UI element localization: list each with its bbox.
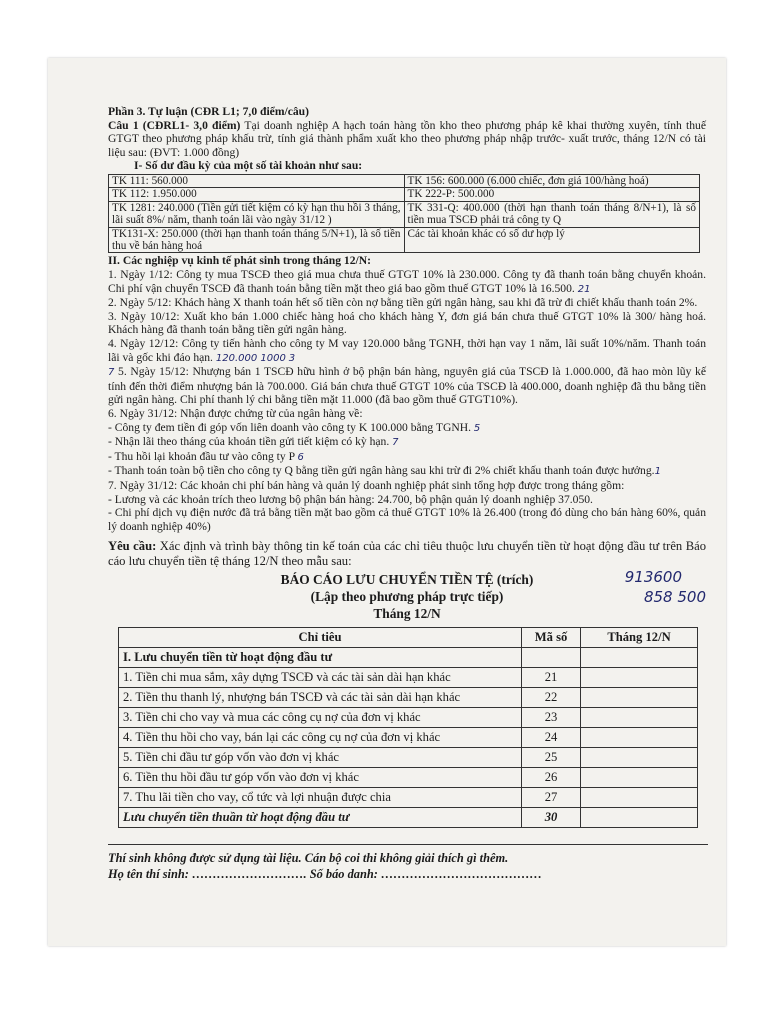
value-cell xyxy=(581,708,698,728)
total-row xyxy=(119,808,698,828)
sub-item-text: - Thu hồi lại khoản đầu tư vào công ty P xyxy=(108,449,295,463)
transaction-item xyxy=(108,337,706,365)
exam-sheet xyxy=(48,58,726,946)
code-cell: 21 xyxy=(522,668,581,688)
balance-cell: TK 156: 600.000 (6.000 chiếc, đơn giá 100/hàng hoá) xyxy=(404,174,700,187)
table-row xyxy=(109,227,700,253)
transaction-item: 3. Ngày 10/12: Xuất kho bán 1.000 chiếc hàng hoá cho khách hàng Y, đơn giá bán chưa thuế GTGT 10% là 300/ hàng hoá. Khách hàng đã thanh toán bằng tiền gửi ngân hàng. xyxy=(108,309,706,337)
table-header-row xyxy=(119,628,698,648)
column-header: Chỉ tiêu xyxy=(119,628,522,648)
table-row xyxy=(109,188,700,201)
value-cell xyxy=(581,688,698,708)
section-1-title: I- Số dư đầu kỳ của một số tài khoản như sau: xyxy=(134,159,363,173)
balance-cell: TK 331-Q: 400.000 (thời hạn thanh toán tháng 8/N+1), là số tiền mua TSCĐ phải trả công ty Q xyxy=(404,201,700,227)
part-title: Phần 3. Tự luận (CĐR L1; 7,0 điểm/câu) xyxy=(108,105,309,118)
handwritten-note: 7 xyxy=(108,367,115,379)
report-subtitle: (Lập theo phương pháp trực tiếp) xyxy=(310,589,504,605)
transaction-item: 2. Ngày 5/12: Khách hàng X thanh toán hết số tiền còn nợ bằng tiền gửi ngân hàng, sau khi đã trừ đi chiết khấu thanh toán 2%. xyxy=(108,296,698,310)
transaction-item: 6. Ngày 31/12: Nhận được chứng từ của ngân hàng về: xyxy=(108,406,363,420)
sub-item xyxy=(108,421,706,436)
report-title: BÁO CÁO LƯU CHUYỂN TIỀN TỆ (trích) xyxy=(280,572,534,588)
question-1 xyxy=(108,119,706,160)
transaction-text: 4. Ngày 12/12: Công ty tiến hành cho công ty M vay 120.000 bằng TGNH, thời hạn vay 1 năm, lãi suất 10%/năm. Thanh toán lãi và gốc khi đáo hạn. xyxy=(108,336,706,364)
transaction-item xyxy=(108,365,706,407)
divider xyxy=(108,844,708,845)
sub-item xyxy=(108,450,706,465)
table-row xyxy=(119,748,698,768)
cash-flow-table xyxy=(118,627,698,828)
row-label: 3. Tiền chi cho vay và mua các công cụ nợ của đơn vị khác xyxy=(119,708,522,728)
balance-cell: TK131-X: 250.000 (thời hạn thanh toán tháng 5/N+1), là số tiền thu về bán hàng hoá xyxy=(109,227,405,253)
code-cell: 25 xyxy=(522,748,581,768)
exam-content xyxy=(108,62,706,882)
transaction-text: 1. Ngày 1/12: Công ty mua TSCĐ theo giá mua chưa thuế GTGT 10% là 230.000. Công ty đã thanh toán bằng chuyển khoản. Chi phí vận chuyển TSCĐ đã thanh toán bằng tiền mặt theo giá bao gồm thuế GTGT 10% là 16.500. xyxy=(108,268,706,295)
code-cell: 23 xyxy=(522,708,581,728)
table-row xyxy=(119,788,698,808)
sub-item-text: - Nhận lãi theo tháng của khoản tiền gửi tiết kiệm có kỳ hạn. xyxy=(108,435,390,449)
transaction-item: 7. Ngày 31/12: Các khoản chi phí bán hàng và quản lý doanh nghiệp phát sinh tổng hợp được trong tháng gồm: xyxy=(108,478,625,492)
handwritten-note: 1 xyxy=(654,466,661,478)
balance-cell: TK 112: 1.950.000 xyxy=(109,188,405,201)
handwritten-note: 7 xyxy=(392,437,399,449)
balance-cell: Các tài khoản khác có số dư hợp lý xyxy=(404,227,700,253)
sub-item xyxy=(108,435,706,450)
row-label: 7. Thu lãi tiền cho vay, cổ tức và lợi nhuận được chia xyxy=(119,788,522,808)
code-cell: 24 xyxy=(522,728,581,748)
value-cell xyxy=(581,808,698,828)
column-header: Tháng 12/N xyxy=(581,628,698,648)
requirement-text: Xác định và trình bày thông tin kế toán của các chỉ tiêu thuộc lưu chuyển tiền từ hoạt động đầu tư trên Báo cáo lưu chuyển tiền tệ tháng 12/N theo mẫu sau: xyxy=(108,539,707,569)
sub-item xyxy=(108,464,706,479)
code-cell xyxy=(522,648,581,668)
opening-balances-table xyxy=(108,174,700,253)
section-row-label: I. Lưu chuyển tiền từ hoạt động đầu tư xyxy=(119,648,522,668)
table-row xyxy=(119,668,698,688)
section-2-title: II. Các nghiệp vụ kinh tế phát sinh trong tháng 12/N: xyxy=(108,254,371,268)
table-row xyxy=(109,201,700,227)
transaction-item xyxy=(108,268,706,296)
code-cell: 27 xyxy=(522,788,581,808)
handwritten-note: 21 xyxy=(577,283,591,295)
row-label: 5. Tiền chi đầu tư góp vốn vào đơn vị khác xyxy=(119,748,522,768)
sub-item-text: - Thanh toán toàn bộ tiền cho công ty Q bằng tiền gửi ngân hàng sau khi trừ đi 2% chiết khấu thanh toán được hưởng. xyxy=(108,464,655,478)
balance-cell: TK 222-P: 500.000 xyxy=(404,188,700,201)
balance-cell: TK 111: 560.000 xyxy=(109,174,405,187)
total-row-label: Lưu chuyển tiền thuần từ hoạt động đầu tư xyxy=(119,808,522,828)
table-row xyxy=(119,728,698,748)
column-header: Mã số xyxy=(522,628,581,648)
footer-note: Thí sinh không được sử dụng tài liệu. Cán bộ coi thi không giải thích gì thêm. xyxy=(108,851,509,866)
code-cell: 22 xyxy=(522,688,581,708)
sub-item-text: - Công ty đem tiền đi góp vốn liên doanh vào công ty K 100.000 bằng TGNH. xyxy=(108,420,472,434)
footer-name-line: Họ tên thí sinh: ………………………. Số báo danh: ………………………………… xyxy=(108,867,543,882)
value-cell xyxy=(581,788,698,808)
value-cell xyxy=(581,648,698,668)
sub-item: - Lương và các khoản trích theo lương bộ phận bán hàng: 24.700, bộ phận quản lý doanh nghiệp 37.050. xyxy=(108,492,593,506)
requirement-label: Yêu cầu: xyxy=(108,539,157,554)
row-label: 6. Tiền thu hồi đầu tư góp vốn vào đơn vị khác xyxy=(119,768,522,788)
handwritten-note: 5 xyxy=(473,422,481,434)
value-cell xyxy=(581,748,698,768)
question-1-label: Câu 1 (CĐRL1- 3,0 điểm) xyxy=(108,118,241,132)
transaction-text: 5. Ngày 15/12: Nhượng bán 1 TSCĐ hữu hình ở bộ phận bán hàng, nguyên giá của TSCĐ là 1.000.000, đã hao mòn lũy kế tính đến thời điểm nhượng bán là 700.000. Giá bán chưa thuế GTGT 10% của TSCĐ là 400.000, doanh nghiệp đã thu bằng tiền gửi ngân hàng. Chi phí thanh lý chi bằng tiền mặt 11.000 (đã bao gồm thuế GTGT10%). xyxy=(108,365,706,407)
code-cell: 26 xyxy=(522,768,581,788)
table-row xyxy=(119,688,698,708)
handwritten-note: 120.000 1000 xyxy=(215,352,286,364)
row-label: 4. Tiền thu hồi cho vay, bán lại các công cụ nợ của đơn vị khác xyxy=(119,728,522,748)
row-label: 1. Tiền chi mua sắm, xây dựng TSCĐ và các tài sản dài hạn khác xyxy=(119,668,522,688)
handwritten-total: 913600 xyxy=(624,568,682,587)
report-heading xyxy=(108,568,706,625)
balance-cell: TK 1281: 240.000 (Tiền gửi tiết kiệm có kỳ hạn thu hồi 3 tháng, lãi suất 8%/ năm, thanh toán lãi vào ngày 31/12 ) xyxy=(109,201,405,227)
row-label: 2. Tiền thu thanh lý, nhượng bán TSCĐ và các tài sản dài hạn khác xyxy=(119,688,522,708)
section-row xyxy=(119,648,698,668)
handwritten-note: 3 xyxy=(288,352,296,364)
requirement xyxy=(108,539,706,569)
value-cell xyxy=(581,728,698,748)
handwritten-note: 6 xyxy=(297,451,304,463)
handwritten-total: 858 500 xyxy=(643,588,706,607)
table-row xyxy=(119,708,698,728)
table-row xyxy=(119,768,698,788)
code-cell: 30 xyxy=(522,808,581,828)
table-row xyxy=(109,174,700,187)
value-cell xyxy=(581,768,698,788)
report-month: Tháng 12/N xyxy=(373,606,441,622)
question-1-text: Tại doanh nghiệp A hạch toán hàng tồn kho theo phương pháp kê khai thường xuyên, tính thuế GTGT theo phương pháp khấu trừ, tính giá thành phẩm xuất kho theo phương pháp nhập trước- xuất trước, tháng 12/N có tài liệu sau: (ĐVT: 1.000 đồng) xyxy=(108,118,706,159)
sub-item: - Chi phí dịch vụ điện nước đã trả bằng tiền mặt bao gồm cả thuế GTGT 10% là 26.400 (trong đó dùng cho bán hàng 60%, quản lý doanh nghiệp 40%) xyxy=(108,506,706,533)
value-cell xyxy=(581,668,698,688)
